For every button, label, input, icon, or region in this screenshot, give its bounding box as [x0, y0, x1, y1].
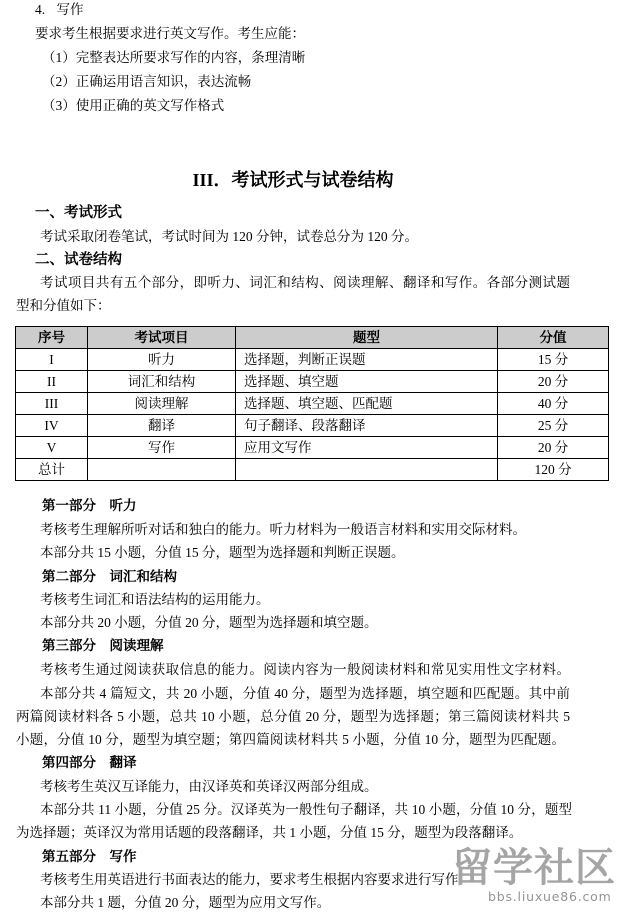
table-row [16, 415, 609, 437]
cell-score: 15 分 [498, 349, 609, 371]
paragraph-line: 考核考生理解所听对话和独白的能力。听力材料为一般语言材料和实用交际材料。 [40, 522, 526, 537]
cell-item: 听力 [88, 349, 236, 371]
header-cell-item: 考试项目 [88, 327, 236, 349]
paragraph-line: 考核考生英汉互译能力，由汉译英和英译汉两部分组成。 [40, 779, 378, 794]
header-cell-number: 序号 [16, 327, 88, 349]
table-row [16, 393, 609, 415]
paragraph-line: 本部分共 20 小题，分值 20 分，题型为选择题和填空题。 [40, 615, 378, 630]
cell-number: I [16, 349, 88, 371]
requirement-item: （1）完整表达所要求写作的内容，条理清晰 [42, 50, 306, 65]
cell-score: 25 分 [498, 415, 609, 437]
paragraph-line: 本部分共 11 小题，分值 25 分。汉译英为一般性句子翻译，共 10 小题，分值 10 分，题型 [40, 802, 572, 817]
cell-type: 句子翻译、段落翻译 [236, 415, 498, 437]
paragraph-line: 两篇阅读材料各 5 小题，总共 10 小题，总分值 20 分，题型为选择题；第三篇阅读材料共 5 [16, 709, 570, 724]
cell-item: 翻译 [88, 415, 236, 437]
table-row [16, 437, 609, 459]
exam-format-heading: 一、考试形式 [35, 205, 122, 221]
chapter-title: III．考试形式与试卷结构 [192, 170, 394, 190]
header-cell-type: 题型 [236, 327, 498, 349]
cell-type: 选择题、填空题 [236, 371, 498, 393]
paragraph-line: 考核考生用英语进行书面表达的能力，要求考生根据内容要求进行写作 [40, 872, 459, 887]
requirement-item: （2）正确运用语言知识，表达流畅 [42, 74, 252, 89]
cell-total-score: 120 分 [498, 459, 609, 481]
part-heading: 第二部分 词汇和结构 [42, 569, 177, 584]
paragraph-line: 为选择题；英译汉为常用话题的段落翻译，共 1 小题，分值 15 分，题型为段落翻译。 [16, 825, 523, 840]
cell-type [236, 459, 498, 481]
paragraph-line: 考核考生词汇和语法结构的运用能力。 [40, 592, 270, 607]
watermark-logo: 留学社区 [452, 845, 616, 891]
paragraph-line: 考核考生通过阅读获取信息的能力。阅读内容为一般阅读材料和常见实用性文字材料。 [40, 662, 570, 677]
cell-total-label: 总计 [16, 459, 88, 481]
cell-type: 选择题、填空题、匹配题 [236, 393, 498, 415]
section-intro: 要求考生根据要求进行英文写作。考生应能： [35, 26, 305, 41]
cell-number: III [16, 393, 88, 415]
cell-number: IV [16, 415, 88, 437]
cell-score: 20 分 [498, 371, 609, 393]
paper-structure-heading: 二、试卷结构 [35, 252, 122, 268]
watermark-url: bbs.liuxue86.com [488, 889, 612, 904]
cell-item [88, 459, 236, 481]
cell-item: 写作 [88, 437, 236, 459]
cell-item: 词汇和结构 [88, 371, 236, 393]
section-title: 4. 写作 [35, 2, 84, 17]
cell-type: 选择题，判断正误题 [236, 349, 498, 371]
header-cell-score: 分值 [498, 327, 609, 349]
cell-item: 阅读理解 [88, 393, 236, 415]
cell-number: V [16, 437, 88, 459]
table-row [16, 371, 609, 393]
requirement-item: （3）使用正确的英文写作格式 [42, 98, 225, 113]
paragraph-line: 考试项目共有五个部分，即听力、词汇和结构、阅读理解、翻译和写作。各部分测试题 [40, 275, 570, 290]
part-heading: 第一部分 听力 [42, 498, 137, 513]
part-heading: 第五部分 写作 [42, 849, 137, 864]
paragraph-line: 小题，分值 10 分，题型为填空题；第四篇阅读材料共 5 小题，分值 10 分，题型为匹配题。 [16, 732, 565, 747]
exam-format-text: 考试采取闭卷笔试，考试时间为 120 分钟，试卷总分为 120 分。 [40, 229, 418, 244]
cell-number: II [16, 371, 88, 393]
paragraph-line: 本部分共 4 篇短文，共 20 小题，分值 40 分，题型为选择题，填空题和匹配题。其中前 [40, 686, 570, 701]
cell-score: 20 分 [498, 437, 609, 459]
cell-type: 应用文写作 [236, 437, 498, 459]
paragraph-line: 本部分共 1 题，分值 20 分，题型为应用文写作。 [40, 895, 331, 910]
paragraph-line: 型和分值如下： [16, 298, 111, 313]
paragraph-line: 本部分共 15 小题，分值 15 分，题型为选择题和判断正误题。 [40, 545, 405, 560]
part-heading: 第四部分 翻译 [42, 755, 137, 770]
table-header-row [16, 327, 609, 349]
table-row [16, 349, 609, 371]
structure-table [15, 326, 609, 481]
part-heading: 第三部分 阅读理解 [42, 638, 164, 653]
table-row-total [16, 459, 609, 481]
cell-score: 40 分 [498, 393, 609, 415]
